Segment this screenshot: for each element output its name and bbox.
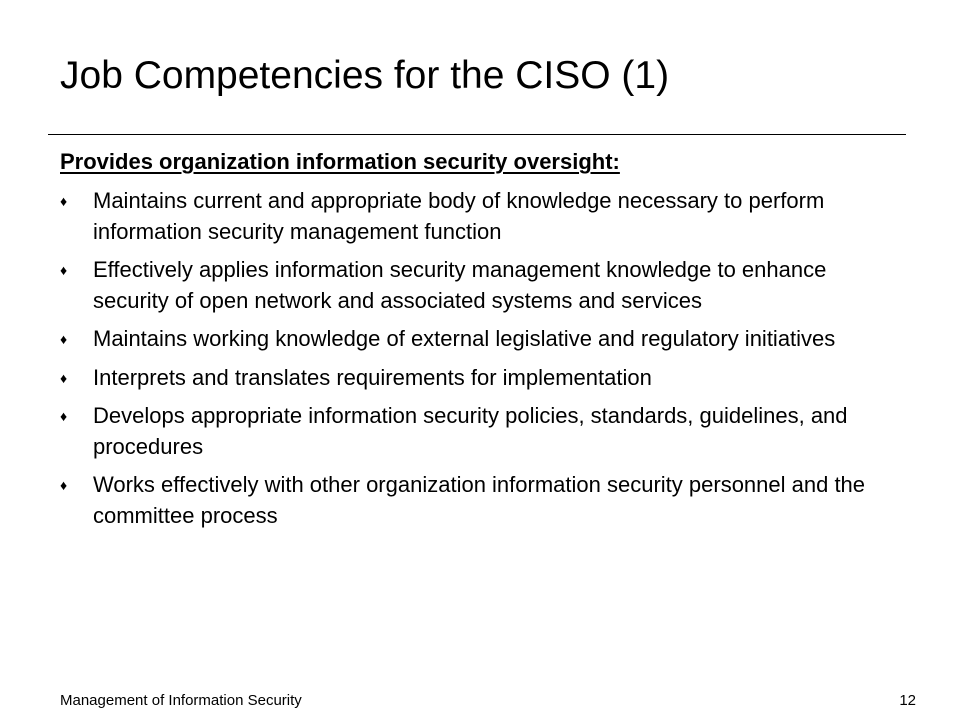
diamond-bullet-icon: ♦ [60,369,68,386]
bullet-item [60,255,900,316]
bullet-text: Maintains current and appropriate body of knowledge necessary to perform information security management function [93,188,825,244]
diamond-bullet-icon: ♦ [60,408,68,424]
bullet-item [60,363,900,394]
slide-title: Job Competencies for the CISO (1) [60,54,670,97]
bullet-text: Develops appropriate information security policies, standards, guidelines, and procedures [93,403,848,459]
page-number: 12 [899,692,916,709]
bullet-text: Maintains working knowledge of external legislative and regulatory initiatives [93,326,836,351]
bullet-text: Interprets and translates requirements for implementation [93,364,652,390]
bullet-list [60,186,900,539]
diamond-bullet-icon: ♦ [60,477,68,493]
bullet-item [60,324,900,355]
diamond-bullet-icon: ♦ [60,262,68,278]
footer-course-title: Management of Information Security [60,692,302,709]
title-divider [48,134,906,135]
bullet-text: Effectively applies information security management knowledge to enhance security of open network and associated systems and services [93,257,827,313]
diamond-bullet-icon: ♦ [60,331,68,347]
section-heading: Provides organization information security oversight: [60,149,620,174]
bullet-item [60,186,900,247]
bullet-item [60,470,900,531]
bullet-text: Works effectively with other organization information security personnel and the committee process [93,472,866,528]
bullet-item [60,401,900,462]
diamond-bullet-icon: ♦ [60,193,68,209]
